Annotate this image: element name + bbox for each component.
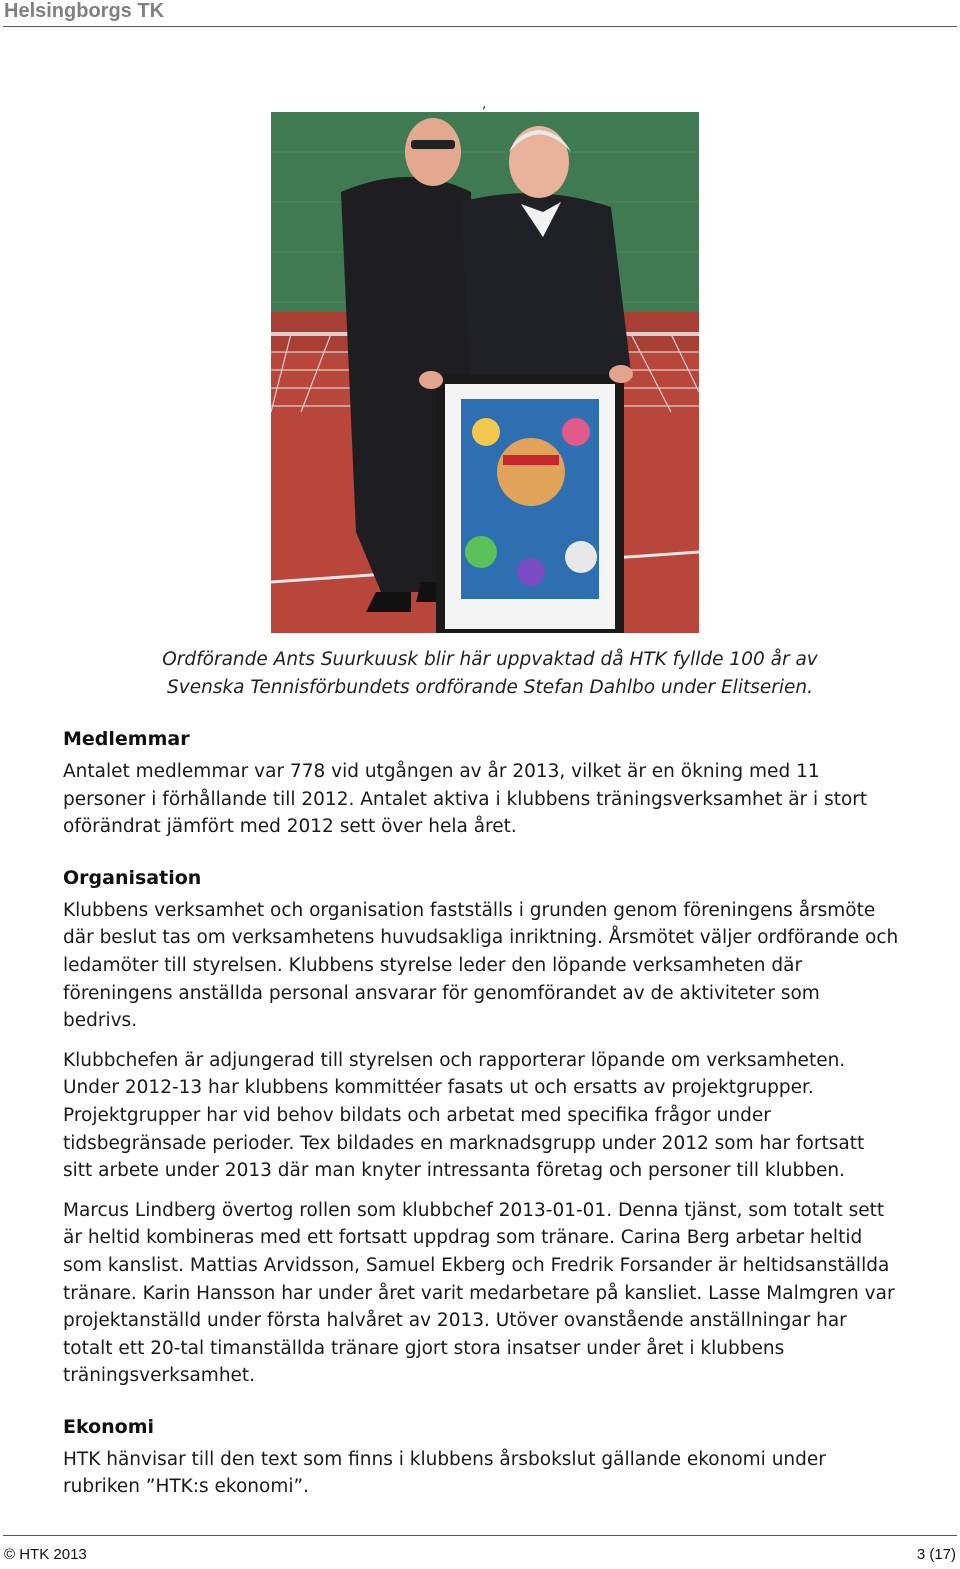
header-divider [3,26,957,27]
photo-caption [140,646,840,702]
heading-medlemmar: Medlemmar [63,728,190,750]
paragraph-organisation-1: Klubbens verksamhet och organisation fastställs i grunden genom föreningens årsmöte där beslut tas om verksamhetens huvudsakliga inriktning. Årsmötet väljer ordförande och ledamöter till styrelsen. Klubbens styrelse leder den löpande verksamheten där föreningens anställda personal ansvarar för genomförandet av de aktiviteter som bedrivs. [63,899,899,1032]
photo [271,112,699,633]
paragraph-organisation-2: Klubbchefen är adjungerad till styrelsen och rapporterar löpande om verksamheten. Under 2012-13 har klubbens kommittéer fasats ut och ersatts av projektgrupper. Projektgrupper har vid behov bildats och arbetat med specifika frågor under tidsbegränsade perioder. Tex bildades en marknadsgrupp under 2012 som har fortsatt sitt arbete under 2013 där man knyter intressanta företag och personer till klubben. [63,1049,865,1182]
footer-divider [3,1535,957,1536]
paragraph-organisation-3: Marcus Lindberg övertog rollen som klubbchef 2013-01-01. Denna tjänst, som totalt sett är heltid kombineras med ett fortsatt uppdrag som tränare. Carina Berg arbetar heltid som kanslist. Mattias Arvidsson, Samuel Ekberg och Fredrik Forsander är heltidsanställda tränare. Karin Hansson har under året varit medarbetare på kansliet. Lasse Malmgren var projektanställd under första halvåret av 2013. Utöver ovanstående anställningar har totalt ett 20-tal timanställda tränare gjort stora insatser under året i klubbens träningsverksamhet. [63,1199,895,1387]
heading-organisation: Organisation [63,866,202,889]
paragraph-medlemmar: Antalet medlemmar var 778 vid utgången av år 2013, vilket är en ökning med 11 personer i förhållande till 2012. Antalet aktiva i klubbens träningsverksamhet är i stort oförändrat jämfört med 2012 sett över hela året. [63,761,868,838]
footer-copyright: © HTK 2013 [4,1546,87,1563]
paragraph-ekonomi: HTK hänvisar till den text som finns i klubbens årsbokslut gällande ekonomi under rubriken ”HTK:s ekonomi”. [63,1448,826,1498]
caption-line-2: Svenska Tennisförbundets ordförande Stefan Dahlbo under Elitserien. [167,677,813,698]
page-number: 3 (17) [916,1546,956,1563]
document-header-title: Helsingborgs TK [4,0,165,22]
heading-ekonomi: Ekonomi [63,1415,155,1438]
caption-line-1: Ordförande Ants Suurkuusk blir här uppvaktad då HTK fyllde 100 år av [162,649,818,670]
document-body [63,724,899,1513]
stray-mark: , [482,96,487,112]
